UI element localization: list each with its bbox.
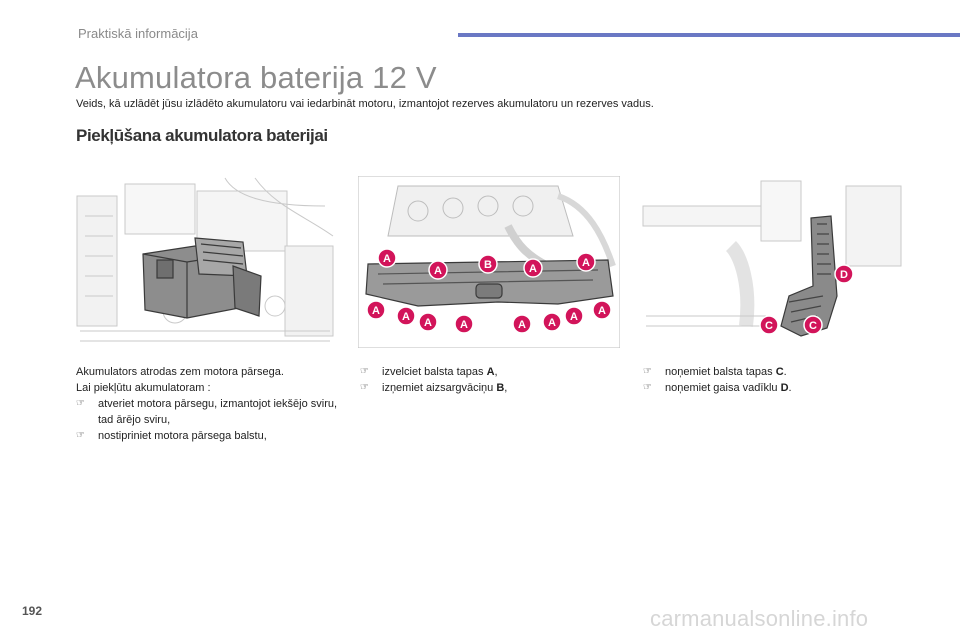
hand-pointer-icon: ☞ (360, 382, 369, 393)
bullet-text: atveriet motora pārsegu, izmantojot iekšējo sviru, tad ārējo sviru, (98, 398, 338, 426)
battery-location-text: Akumulators atrodas zem motora pārsega. (76, 366, 284, 378)
hand-pointer-icon: ☞ (643, 366, 652, 377)
engine-bay-illustration-3 (641, 176, 903, 348)
callout-letter: A (518, 319, 526, 331)
callout-letter: A (582, 257, 590, 269)
text-column-left (76, 364, 344, 444)
punctuation: . (783, 366, 787, 378)
callout-letter: A (548, 317, 556, 329)
engine-bay-illustration-1 (75, 176, 337, 348)
callout-letter: D (840, 269, 848, 281)
callout-key: A (486, 366, 495, 378)
callout-letter: A (570, 311, 578, 323)
header-accent-bar (458, 33, 960, 37)
callout-letter: A (424, 317, 432, 329)
hand-pointer-icon: ☞ (360, 366, 369, 377)
punctuation: , (494, 366, 498, 378)
bullet-text: noņemiet balsta tapas (665, 366, 773, 378)
bullet-text: izvelciet balsta tapas (382, 366, 484, 378)
callout-key: D (780, 382, 789, 394)
page-title: Akumulatora baterija 12 V (75, 60, 437, 95)
callout-letter: A (529, 263, 537, 275)
bullet-remove-pins-c (643, 364, 905, 380)
figure-battery-location (75, 176, 337, 348)
engine-bay-illustration-2 (358, 176, 620, 348)
bullet-remove-cover-b (360, 380, 622, 396)
hand-pointer-icon: ☞ (76, 430, 85, 441)
page-number: 192 (22, 604, 43, 618)
bullet-open-hood (76, 396, 344, 428)
bullet-remove-duct-d (643, 380, 905, 396)
callout-key: C (775, 366, 784, 378)
hand-pointer-icon: ☞ (76, 398, 85, 409)
text-column-right (643, 364, 905, 396)
punctuation: . (788, 382, 792, 394)
callout-letter: A (383, 253, 391, 265)
watermark: carmanualsonline.info (650, 606, 869, 631)
bullet-text: noņemiet gaisa vadīklu (665, 382, 778, 394)
text-column-middle (360, 364, 622, 396)
callout-letter: B (484, 259, 492, 271)
header-section-label: Praktiskā informācija (78, 26, 198, 41)
bullet-text: nostipriniet motora pārsega balstu, (98, 430, 267, 442)
figure-engine-cover-pins (358, 176, 620, 348)
callout-letter: A (402, 311, 410, 323)
callout-letter: A (434, 265, 442, 277)
callout-letter: A (372, 305, 380, 317)
callout-letter: C (765, 320, 773, 332)
callout-letter: A (460, 319, 468, 331)
bullet-remove-pins-a (360, 364, 622, 380)
callout-letter: A (598, 305, 606, 317)
callout-key: B (496, 382, 505, 394)
bullet-text: izņemiet aizsargvāciņu (382, 382, 494, 394)
hand-pointer-icon: ☞ (643, 382, 652, 393)
page-subtitle: Veids, kā uzlādēt jūsu izlādēto akumulatoru vai iedarbināt motoru, izmantojot rezerves akumulatoru un rezerves vadus. (76, 98, 654, 110)
figure-air-duct (641, 176, 903, 348)
callout-letter: C (809, 320, 817, 332)
section-title: Piekļūšana akumulatora baterijai (76, 126, 328, 145)
bullet-secure-prop (76, 428, 344, 444)
punctuation: , (504, 382, 508, 394)
access-intro-text: Lai piekļūtu akumulatoram : (76, 382, 211, 394)
